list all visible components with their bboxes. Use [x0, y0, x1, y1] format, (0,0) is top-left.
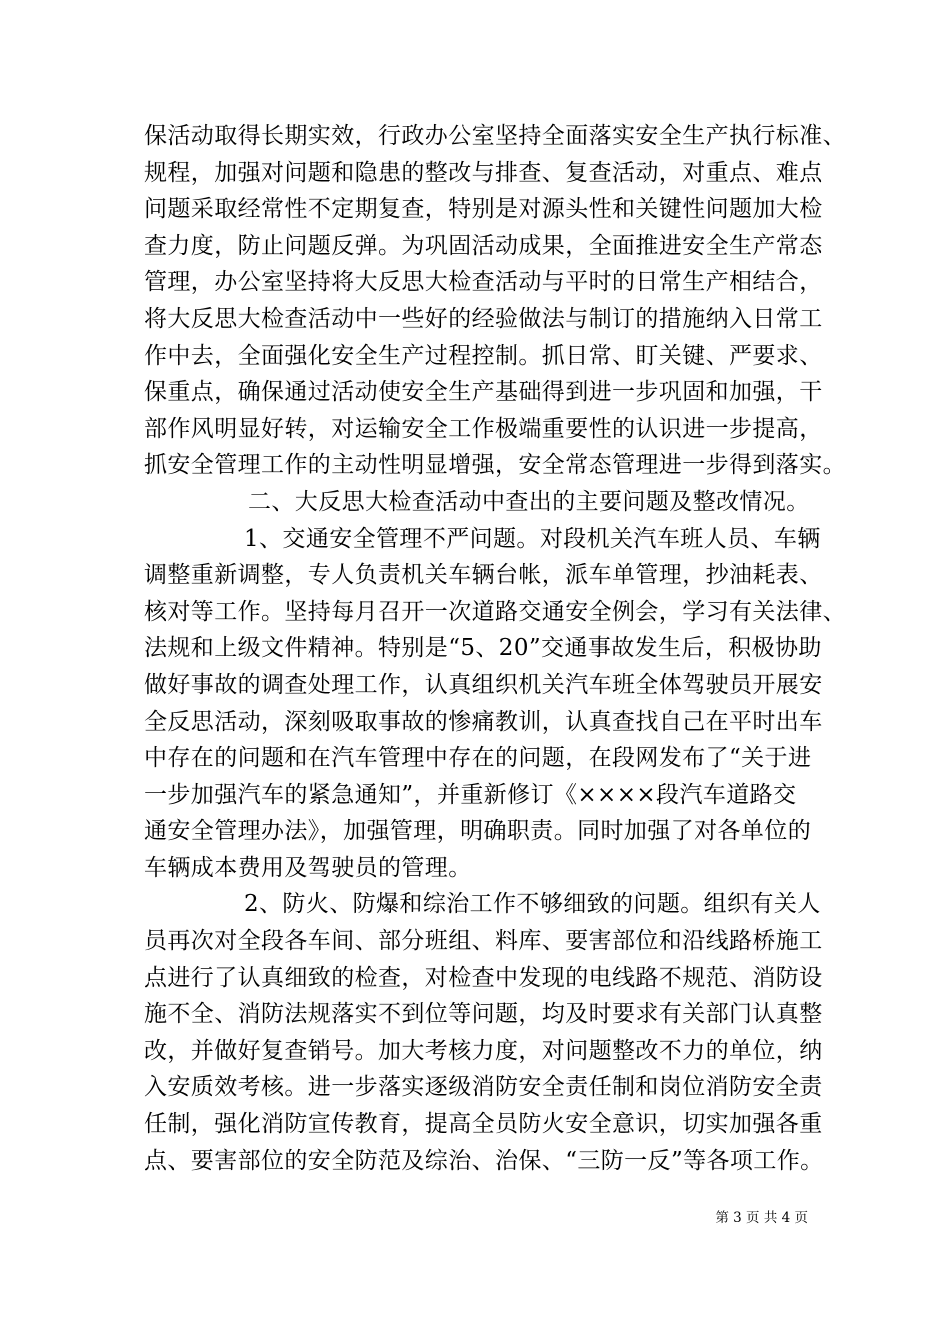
text-line: 部作风明显好转，对运输安全工作极端重要性的认识进一步提高， — [144, 415, 823, 442]
paragraph-first-line: 1、交通安全管理不严问题。对段机关汽车班人员、车辆 — [244, 525, 821, 552]
text-line: 保活动取得长期实效，行政办公室坚持全面落实安全生产执行标准、 — [144, 123, 846, 149]
text-line: 全反思活动，深刻吸取事故的惨痛教训，认真查找自己在平时出车 — [144, 708, 823, 735]
text-line: 通安全管理办法》，加强管理，明确职责。同时加强了对各单位的 — [144, 818, 812, 845]
text-line: 法规和上级文件精神。特别是“5、20”交通事故发生后，积极协助 — [144, 635, 822, 662]
text-line: 入安质效考核。进一步落实逐级消防安全责任制和岗位消防安全责 — [144, 1074, 823, 1101]
text-line: 施不全、消防法规落实不到位等问题，均及时要求有关部门认真整 — [144, 1001, 823, 1028]
text-line: 作中去，全面强化安全生产过程控制。抓日常、盯关键、严要求、 — [144, 342, 823, 369]
text-line: 点进行了认真细致的检查，对检查中发现的电线路不规范、消防设 — [144, 964, 823, 991]
text-line: 调整重新调整，专人负责机关车辆台帐，派车单管理，抄油耗表、 — [144, 562, 823, 589]
text-line: 管理，办公室坚持将大反思大检查活动与平时的日常生产相结合， — [144, 269, 823, 296]
text-line: 规程，加强对问题和隐患的整改与排查、复查活动，对重点、难点 — [144, 159, 823, 186]
document-body — [144, 118, 846, 1179]
text-line: 抓安全管理工作的主动性明显增强，安全常态管理进一步得到落实。 — [144, 452, 846, 479]
text-line: 中存在的问题和在汽车管理中存在的问题，在段网发布了“关于进 — [144, 745, 812, 772]
text-line: 问题采取经常性不定期复查，特别是对源头性和关键性问题加大检 — [144, 196, 823, 223]
text-line: 一步加强汽车的紧急通知”，并重新修订《××××段汽车道路交 — [144, 781, 797, 808]
section-heading: 二、大反思大检查活动中查出的主要问题及整改情况。 — [248, 488, 810, 515]
text-line: 做好事故的调查处理工作，认真组织机关汽车班全体驾驶员开展安 — [144, 671, 823, 698]
paragraph-first-line: 2、防火、防爆和综治工作不够细致的问题。组织有关人 — [244, 891, 821, 918]
text-line: 改，并做好复查销号。加大考核力度，对问题整改不力的单位，纳 — [144, 1037, 823, 1064]
text-line: 车辆成本费用及驾驶员的管理。 — [144, 854, 472, 881]
text-line: 保重点，确保通过活动使安全生产基础得到进一步巩固和加强，干 — [144, 379, 823, 406]
text-line: 点、要害部位的安全防范及综治、治保、“三防一反”等各项工作。 — [144, 1147, 824, 1174]
text-line: 核对等工作。坚持每月召开一次道路交通安全例会，学习有关法律、 — [144, 598, 846, 625]
text-line: 员再次对全段各车间、部分班组、料库、要害部位和沿线路桥施工 — [144, 928, 823, 955]
text-line: 任制，强化消防宣传教育，提高全员防火安全意识，切实加强各重 — [144, 1111, 823, 1138]
text-line: 查力度，防止问题反弹。为巩固活动成果，全面推进安全生产常态 — [144, 232, 823, 259]
page-number-footer: 第 3 页 共 4 页 — [715, 1210, 808, 1226]
text-line: 将大反思大检查活动中一些好的经验做法与制订的措施纳入日常工 — [144, 305, 823, 332]
